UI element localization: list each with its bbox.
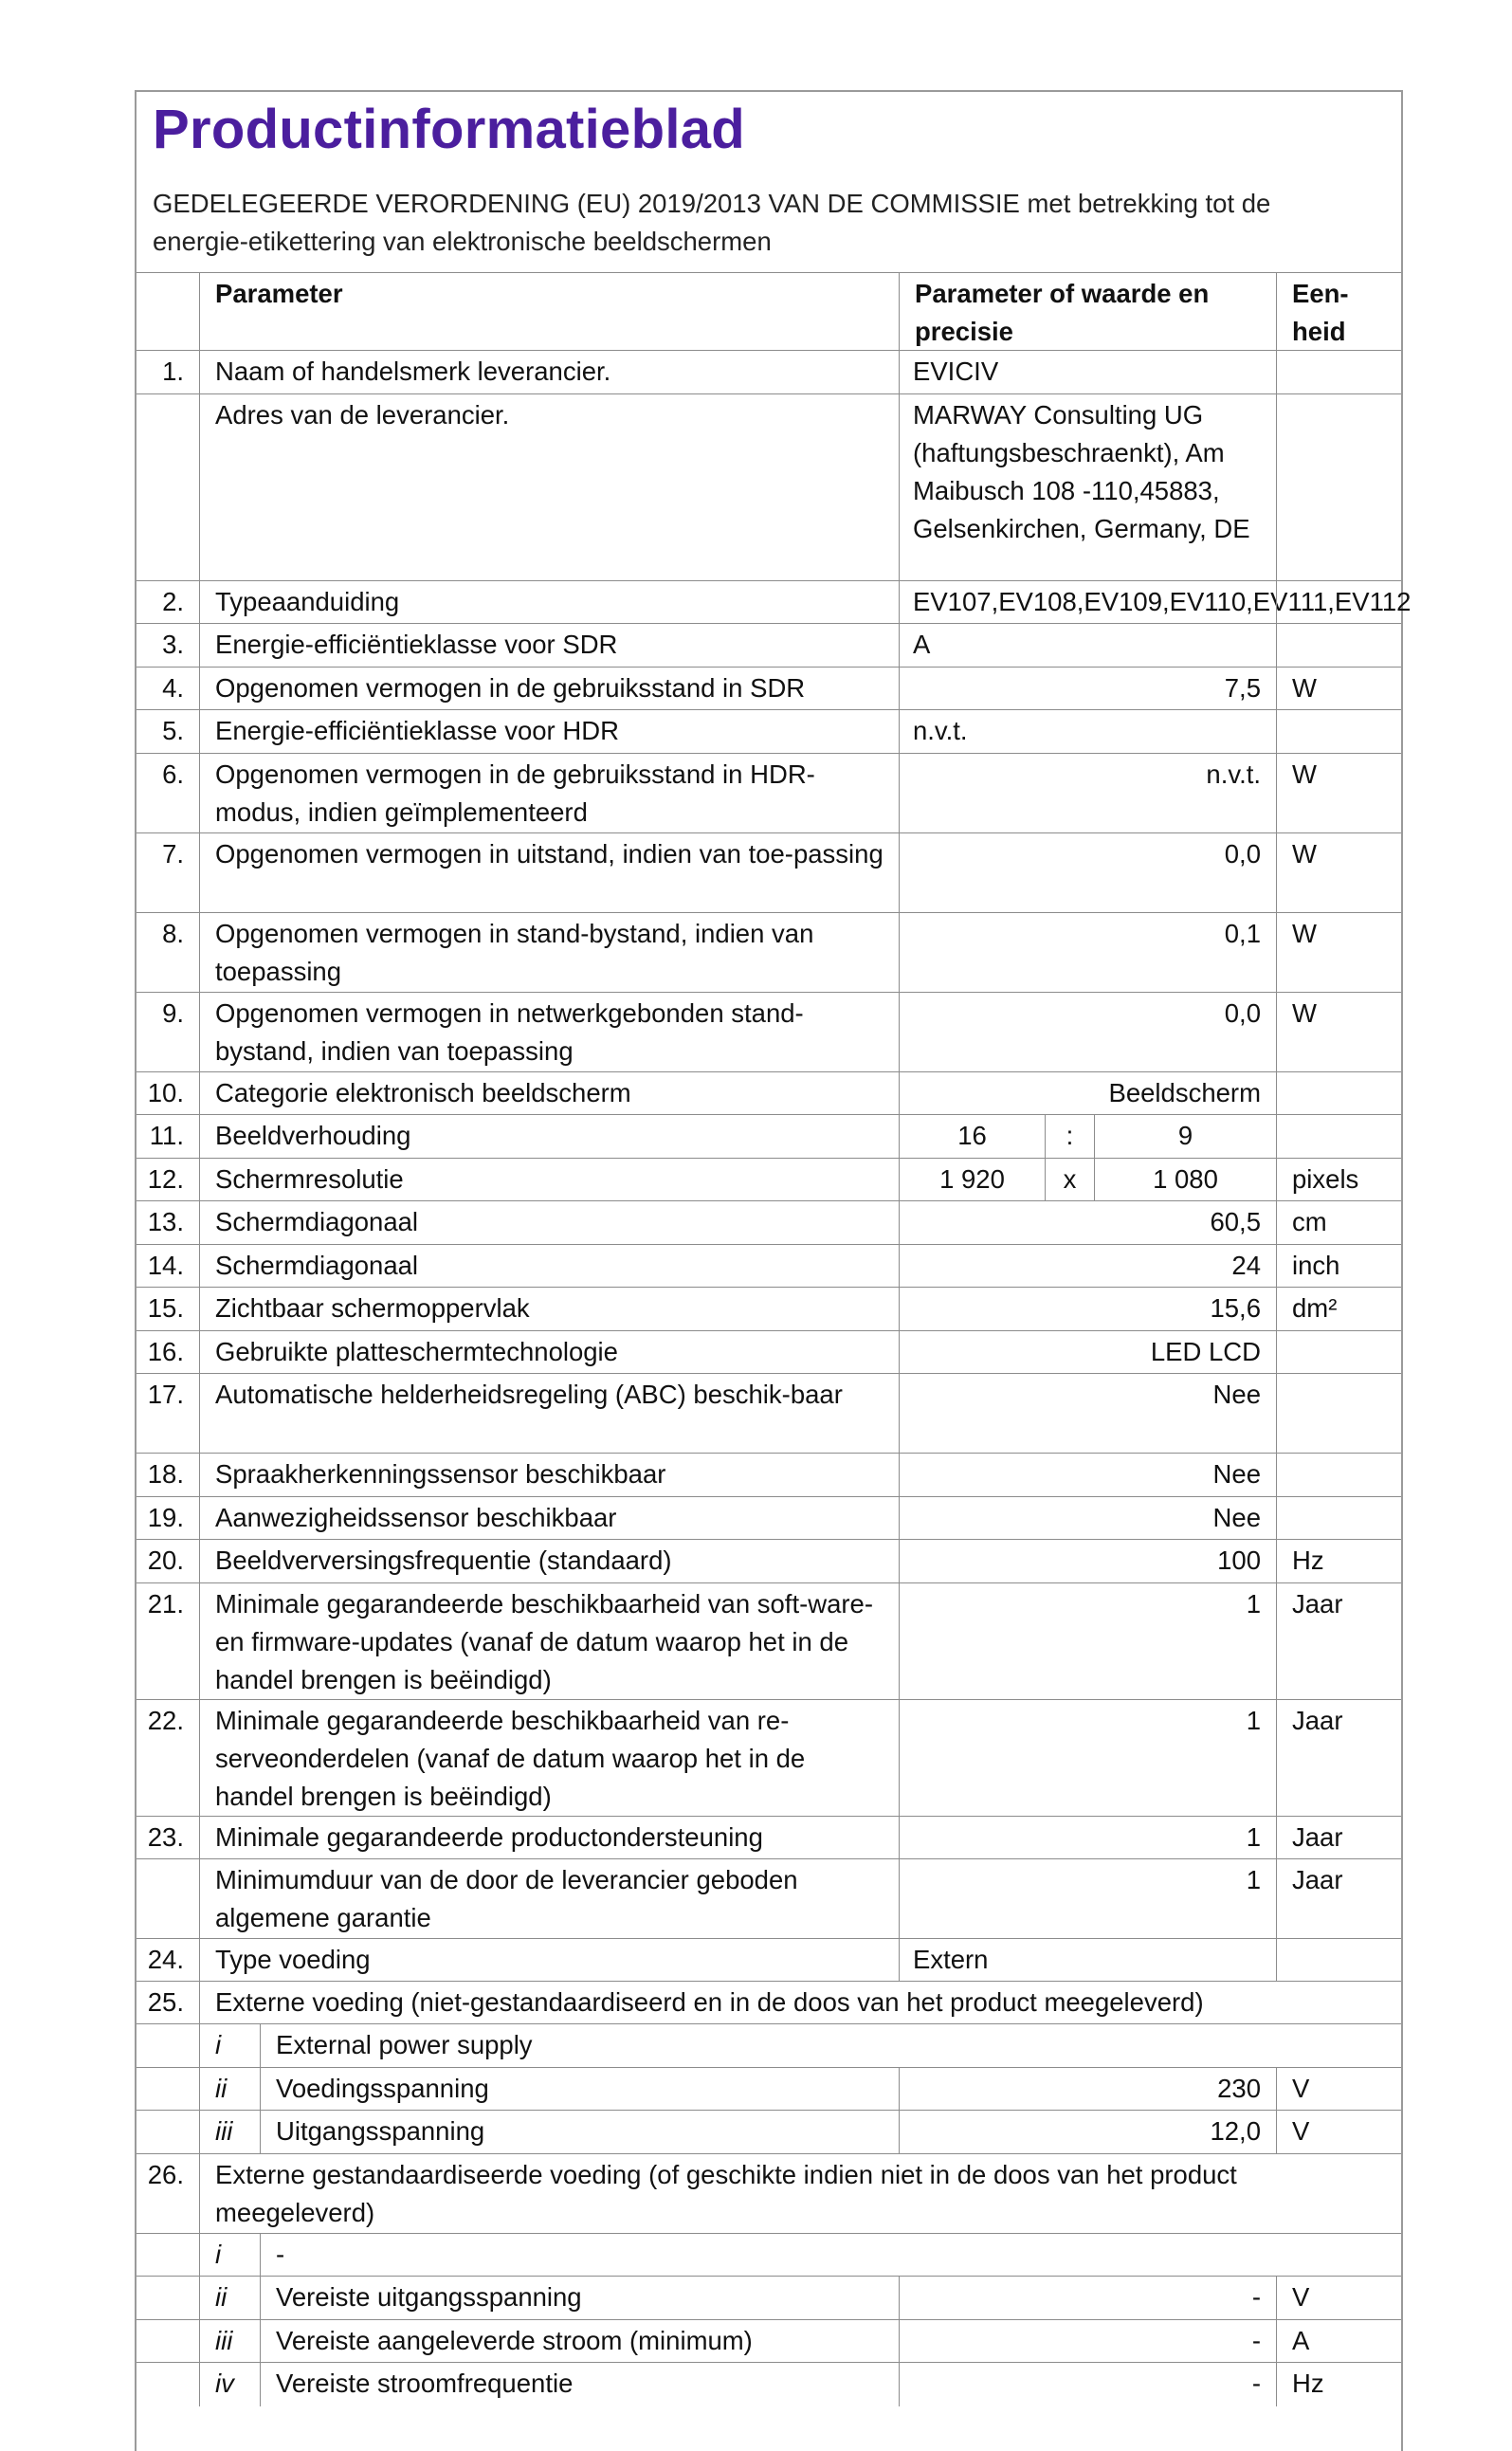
table-row xyxy=(137,912,1401,993)
row-value: 230 xyxy=(899,2068,1276,2111)
row-label: Categorie elektronisch beeldscherm xyxy=(199,1072,899,1115)
row-unit: W xyxy=(1276,833,1401,913)
row-unit: dm² xyxy=(1276,1288,1401,1331)
row-label: Voedingsspanning xyxy=(260,2068,899,2111)
row-label: Opgenomen vermogen in de gebruiksstand in HDR-modus, indien geïmplementeerd xyxy=(199,754,899,833)
row-unit: W xyxy=(1276,754,1401,833)
row-number: 6. xyxy=(162,759,184,789)
table-row xyxy=(137,1453,1401,1497)
row-label: Minimale gegarandeerde beschikbaarheid van re-serveonderdelen (vanaf de datum waarop het in de handel brengen is beëindigd) xyxy=(199,1700,899,1817)
row-label: Vereiste aangeleverde stroom (minimum) xyxy=(260,2320,899,2363)
row-number: 3. xyxy=(162,630,184,659)
row-number: 8. xyxy=(162,919,184,948)
row-label: Schermdiagonaal xyxy=(199,1245,899,1288)
row-unit: Jaar xyxy=(1276,1700,1401,1817)
row-value: 1 xyxy=(899,1700,1276,1817)
row-number: 17. xyxy=(147,1380,184,1409)
row-unit xyxy=(1276,351,1401,394)
row-value-second: 1 080 xyxy=(1094,1159,1276,1201)
row-number xyxy=(137,2024,199,2068)
row-value-first: 1 920 xyxy=(899,1159,1045,1201)
section-label: Externe gestandaardiseerde voeding (of geschikte indien niet in de doos van het product meegeleverd) xyxy=(199,2154,1401,2234)
row-number: 9. xyxy=(162,998,184,1028)
row-unit xyxy=(1276,710,1401,754)
parameter-table xyxy=(137,272,1412,2405)
table-row xyxy=(137,992,1401,1072)
row-value: 15,6 xyxy=(899,1288,1276,1331)
row-unit xyxy=(1276,1454,1401,1497)
row-number: 16. xyxy=(147,1337,184,1366)
row-value: 1 xyxy=(899,1817,1276,1859)
table-row xyxy=(137,2067,1401,2111)
row-unit: V xyxy=(1276,2277,1401,2320)
table-row xyxy=(137,2276,1401,2320)
table-row xyxy=(137,580,1412,624)
row-number: 18. xyxy=(147,1459,184,1489)
table-row xyxy=(137,1938,1401,1982)
table-row xyxy=(137,2233,1401,2277)
row-value: - xyxy=(899,2363,1276,2406)
row-value: 24 xyxy=(899,1245,1276,1288)
table-row xyxy=(137,1373,1401,1454)
sub-item-numeral: ii xyxy=(199,2068,260,2111)
row-number xyxy=(137,1859,199,1939)
row-value: 1 xyxy=(899,1859,1276,1939)
row-value: Extern xyxy=(899,1939,1276,1982)
row-number xyxy=(137,2320,199,2363)
table-row xyxy=(137,709,1401,754)
section-label: Externe voeding (niet-gestandaardiseerd en in de doos van het product meegeleverd) xyxy=(199,1982,1401,2024)
table-row xyxy=(137,2110,1401,2154)
row-value-first: 16 xyxy=(899,1115,1045,1159)
row-value: Nee xyxy=(899,1454,1276,1497)
row-unit xyxy=(1276,581,1401,624)
row-value: Beeldscherm xyxy=(899,1072,1276,1115)
table-row xyxy=(137,1496,1401,1540)
row-label: - xyxy=(260,2234,1401,2277)
row-label: Energie-efficiëntieklasse voor SDR xyxy=(199,624,899,668)
table-row xyxy=(137,1981,1401,2024)
row-number xyxy=(137,2068,199,2111)
table-row xyxy=(137,1071,1401,1115)
row-value: EV107,EV108,EV109,EV110,EV111,EV112 xyxy=(899,581,1276,624)
row-number: 24. xyxy=(147,1945,184,1974)
row-label: Opgenomen vermogen in de gebruiksstand in SDR xyxy=(199,668,899,710)
row-value: 12,0 xyxy=(899,2111,1276,2154)
row-unit: Jaar xyxy=(1276,1817,1401,1859)
row-number: 10. xyxy=(147,1078,184,1107)
row-value: 1 xyxy=(899,1583,1276,1700)
row-number xyxy=(137,2234,199,2277)
row-label: Schermdiagonaal xyxy=(199,1201,899,1245)
row-unit: pixels xyxy=(1276,1159,1401,1201)
row-number: 15. xyxy=(147,1293,184,1323)
row-number: 5. xyxy=(162,716,184,745)
table-row xyxy=(137,1816,1401,1859)
table-row xyxy=(137,1582,1401,1700)
row-number: 14. xyxy=(147,1251,184,1280)
row-label: Beeldverhouding xyxy=(199,1115,899,1159)
sub-item-numeral: iii xyxy=(199,2111,260,2154)
table-row xyxy=(137,2153,1401,2234)
row-value: 60,5 xyxy=(899,1201,1276,1245)
table-row xyxy=(137,832,1401,913)
row-value: Nee xyxy=(899,1374,1276,1454)
row-unit: W xyxy=(1276,913,1401,993)
row-value-separator: x xyxy=(1045,1159,1094,1201)
row-unit: Hz xyxy=(1276,1540,1401,1583)
table-row xyxy=(137,1539,1401,1583)
table-row xyxy=(137,1330,1401,1374)
row-number: 11. xyxy=(149,1121,184,1150)
row-unit: cm xyxy=(1276,1201,1401,1245)
row-label: Vereiste uitgangsspanning xyxy=(260,2277,899,2320)
row-label: Beeldverversingsfrequentie (standaard) xyxy=(199,1540,899,1583)
row-unit xyxy=(1276,1115,1401,1159)
row-unit xyxy=(1276,1497,1401,1540)
row-label: Schermresolutie xyxy=(199,1159,899,1201)
row-value: 0,0 xyxy=(899,833,1276,913)
row-label: Minimale gegarandeerde productondersteuning xyxy=(199,1817,899,1859)
table-row xyxy=(137,1200,1401,1245)
row-unit xyxy=(1276,394,1401,581)
row-value: - xyxy=(899,2320,1276,2363)
row-label: Adres van de leverancier. xyxy=(199,394,899,581)
sub-item-numeral: i xyxy=(199,2234,260,2277)
row-label: Typeaanduiding xyxy=(199,581,899,624)
row-value: 0,1 xyxy=(899,913,1276,993)
table-row xyxy=(137,1114,1401,1159)
product-information-sheet xyxy=(135,90,1412,2451)
row-unit xyxy=(1276,1331,1401,1374)
row-value: 100 xyxy=(899,1540,1276,1583)
row-number: 7. xyxy=(162,839,184,869)
row-number xyxy=(137,2363,199,2406)
row-number xyxy=(137,2277,199,2320)
row-value: n.v.t. xyxy=(899,710,1276,754)
table-row xyxy=(137,1287,1401,1331)
row-unit xyxy=(1276,1939,1401,1982)
row-label: Minimumduur van de door de leverancier geboden algemene garantie xyxy=(199,1859,899,1939)
row-value: Nee xyxy=(899,1497,1276,1540)
row-label: Opgenomen vermogen in uitstand, indien van toe-passing xyxy=(199,833,899,913)
row-label: Uitgangsspanning xyxy=(260,2111,899,2154)
sub-item-numeral: i xyxy=(199,2024,260,2068)
table-header-row xyxy=(137,272,1401,351)
row-unit: W xyxy=(1276,993,1401,1072)
row-number xyxy=(137,2111,199,2154)
row-value-second: 9 xyxy=(1094,1115,1276,1159)
row-value: LED LCD xyxy=(899,1331,1276,1374)
table-row xyxy=(137,667,1401,710)
table-row xyxy=(137,393,1401,581)
row-label: Automatische helderheidsregeling (ABC) beschik-baar xyxy=(199,1374,899,1454)
header-unit: Een-heid xyxy=(1276,273,1401,351)
row-number: 26. xyxy=(147,2160,184,2189)
row-number: 19. xyxy=(147,1503,184,1532)
row-value: MARWAY Consulting UG (haftungsbeschraenkt), Am Maibusch 108 -110,45883, Gelsenkirchen, Germany, DE xyxy=(899,394,1276,581)
row-number: 21. xyxy=(147,1589,184,1619)
table-row xyxy=(137,350,1401,394)
row-label: Spraakherkenningssensor beschikbaar xyxy=(199,1454,899,1497)
row-unit: V xyxy=(1276,2111,1401,2154)
row-value: EVICIV xyxy=(899,351,1276,394)
row-value: - xyxy=(899,2277,1276,2320)
row-number: 20. xyxy=(147,1546,184,1575)
row-number: 25. xyxy=(147,1987,184,2017)
row-number: 12. xyxy=(147,1164,184,1194)
table-row xyxy=(137,623,1401,668)
row-unit: Hz xyxy=(1276,2363,1401,2406)
row-number: 1. xyxy=(162,357,184,386)
row-value: A xyxy=(899,624,1276,668)
row-label: Zichtbaar schermoppervlak xyxy=(199,1288,899,1331)
row-label: Naam of handelsmerk leverancier. xyxy=(199,351,899,394)
table-row xyxy=(137,1858,1401,1939)
row-label: Type voeding xyxy=(199,1939,899,1982)
row-unit: inch xyxy=(1276,1245,1401,1288)
row-number xyxy=(137,394,199,581)
sub-item-numeral: ii xyxy=(199,2277,260,2320)
row-unit: Jaar xyxy=(1276,1859,1401,1939)
table-row xyxy=(137,753,1401,833)
row-label: Vereiste stroomfrequentie xyxy=(260,2363,899,2406)
regulation-subtitle: GEDELEGEERDE VERORDENING (EU) 2019/2013 VAN DE COMMISSIE met betrekking tot de energie-etikettering van elektronische beeldschermen xyxy=(153,189,1271,256)
sub-item-numeral: iii xyxy=(199,2320,260,2363)
row-value: 7,5 xyxy=(899,668,1276,710)
row-label: External power supply xyxy=(260,2024,1401,2068)
row-unit: A xyxy=(1276,2320,1401,2363)
row-unit: W xyxy=(1276,668,1401,710)
table-row xyxy=(137,1158,1401,1201)
row-label: Gebruikte platteschermtechnologie xyxy=(199,1331,899,1374)
header-value: Parameter of waarde en precisie xyxy=(899,273,1276,351)
header-parameter: Parameter xyxy=(199,273,899,351)
page-title: Productinformatieblad xyxy=(153,99,746,160)
table-row xyxy=(137,2362,1401,2406)
sub-item-numeral: iv xyxy=(199,2363,260,2406)
row-label: Opgenomen vermogen in stand-bystand, indien van toepassing xyxy=(199,913,899,993)
row-label: Energie-efficiëntieklasse voor HDR xyxy=(199,710,899,754)
row-unit xyxy=(1276,1072,1401,1115)
row-value: n.v.t. xyxy=(899,754,1276,833)
row-label: Minimale gegarandeerde beschikbaarheid van soft-ware- en firmware-updates (vanaf de datum waarop het in de handel brengen is beëindigd) xyxy=(199,1583,899,1700)
row-unit xyxy=(1276,624,1401,668)
row-unit xyxy=(1276,1374,1401,1454)
row-number: 22. xyxy=(147,1706,184,1735)
row-number: 4. xyxy=(162,673,184,703)
table-row xyxy=(137,1699,1401,1817)
row-number: 13. xyxy=(147,1207,184,1236)
row-unit: V xyxy=(1276,2068,1401,2111)
row-value-separator: : xyxy=(1045,1115,1094,1159)
row-value: 0,0 xyxy=(899,993,1276,1072)
table-row xyxy=(137,1244,1401,1288)
row-label: Aanwezigheidssensor beschikbaar xyxy=(199,1497,899,1540)
row-label: Opgenomen vermogen in netwerkgebonden stand-bystand, indien van toepassing xyxy=(199,993,899,1072)
row-number: 2. xyxy=(162,587,184,616)
row-unit: Jaar xyxy=(1276,1583,1401,1700)
table-row xyxy=(137,2319,1401,2363)
table-row xyxy=(137,2023,1401,2068)
row-number: 23. xyxy=(147,1822,184,1852)
